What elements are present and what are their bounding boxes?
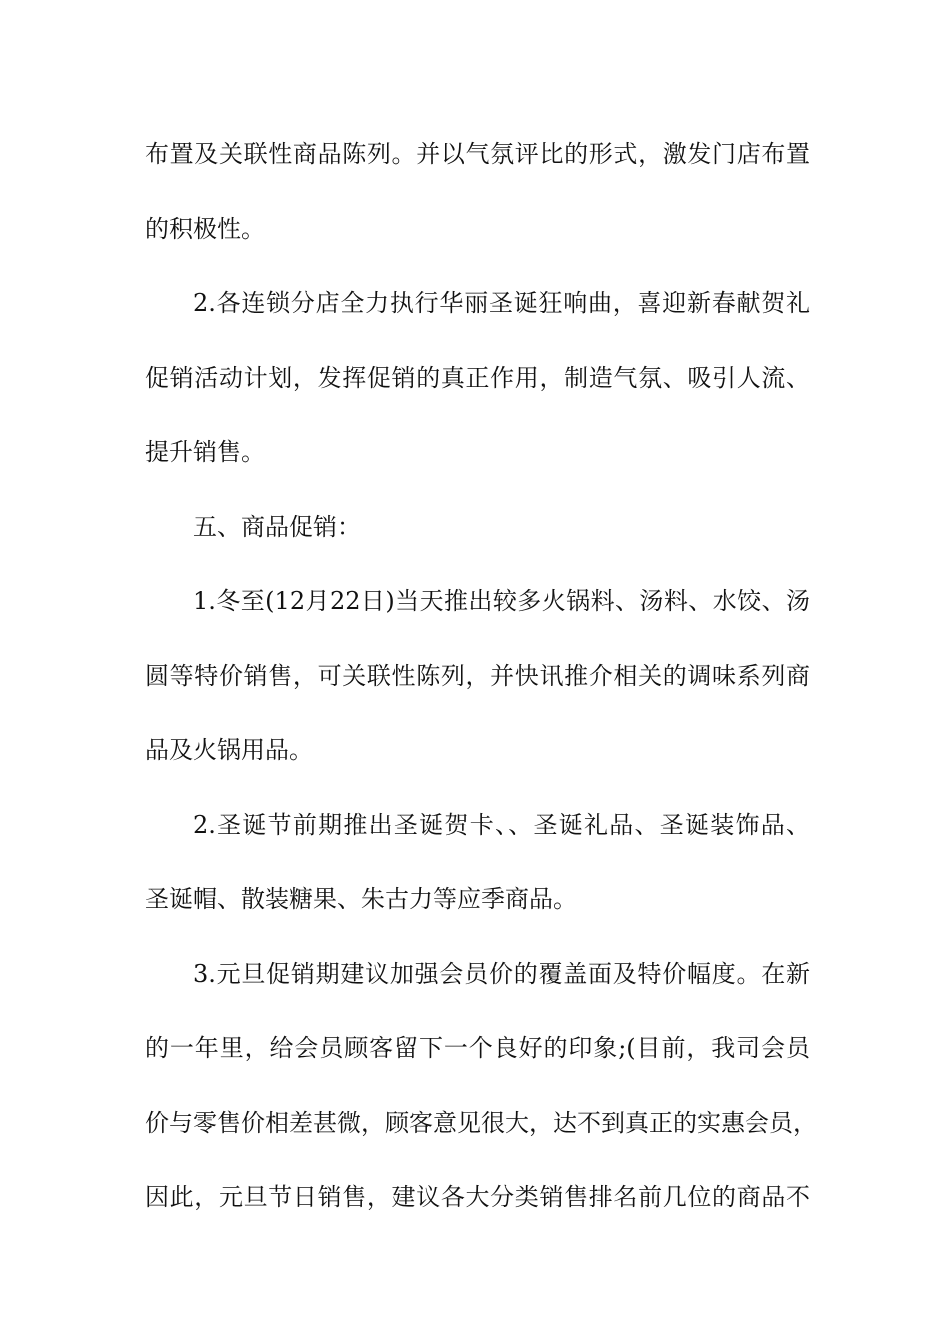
section-heading: 五、商品促销： [193, 512, 361, 541]
paragraph-start-line: 3.元旦促销期建议加强会员价的覆盖面及特价幅度。在新 [193, 959, 810, 988]
paragraph-start-line: 2.各连锁分店全力执行华丽圣诞狂响曲，喜迎新春献贺礼 [193, 289, 810, 317]
text-line: 圆等特价销售，可关联性陈列，并快讯推介相关的调味系列商 [145, 661, 810, 690]
document-body [145, 128, 817, 1246]
text-line: 价与零售价相差甚微，顾客意见很大，达不到真正的实惠会员， [145, 1108, 817, 1137]
text-line: 品及火锅用品。 [145, 736, 313, 764]
text-line: 提升销售。 [145, 438, 265, 466]
text-line: 的积极性。 [145, 214, 265, 243]
text-line: 促销活动计划，发挥促销的真正作用，制造气氛、吸引人流、 [145, 363, 810, 392]
paragraph-start-line: 2.圣诞节前期推出圣诞贺卡、、圣诞礼品、圣诞装饰品、 [193, 810, 810, 839]
text-line: 的一年里，给会员顾客留下一个良好的印象;(目前，我司会员 [145, 1034, 810, 1062]
text-line: 布置及关联性商品陈列。并以气氛评比的形式，激发门店布置 [145, 140, 810, 168]
text-line: 圣诞帽、散装糖果、朱古力等应季商品。 [145, 885, 577, 913]
paragraph-start-line: 1.冬至(12月22日)当天推出较多火锅料、汤料、水饺、汤 [193, 587, 810, 615]
text-line: 因此，元旦节日销售，建议各大分类销售排名前几位的商品不 [145, 1183, 810, 1211]
